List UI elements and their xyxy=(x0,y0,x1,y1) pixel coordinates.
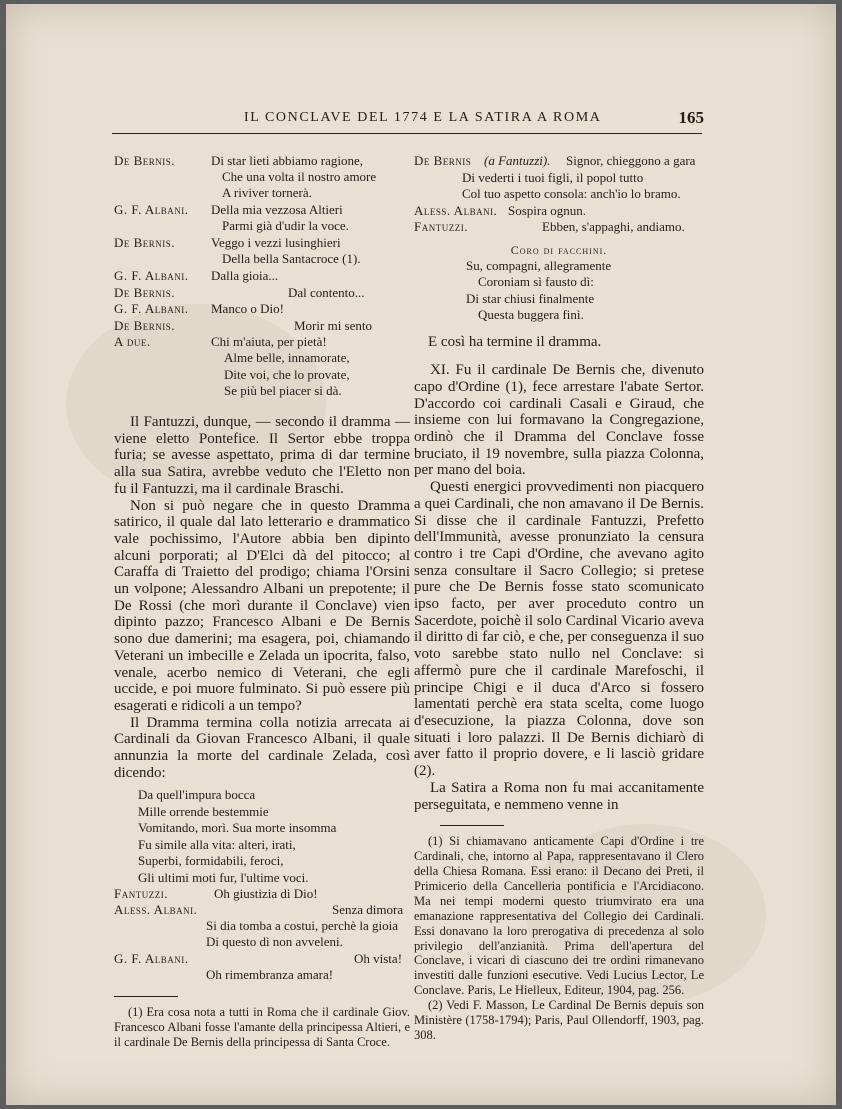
footnote: (2) Vedi F. Masson, Le Cardinal De Bernis depuis son Ministère (1758-1794); Paris, Paul Ollendorff, 1903, pag. 308. xyxy=(414,998,704,1042)
verse-line: Veggo i vezzi lusinghieri xyxy=(211,235,341,250)
dialogue-block xyxy=(114,301,410,318)
paragraph: Il Dramma termina colla notizia arrecata ai Cardinali da Giovan Francesco Albani, il quale annunzia la morte del cardinale Zelada, così dicendo: xyxy=(114,714,410,781)
dialogue-block xyxy=(114,951,410,984)
verse-line: Manco o Dio! xyxy=(211,301,284,316)
dialogue-block xyxy=(114,285,410,302)
speaker: De Bernis. xyxy=(114,235,176,250)
speaker: Fantuzzi. xyxy=(114,885,168,901)
verse-line: Questa buggera finì. xyxy=(478,307,584,323)
speaker: De Bernis. xyxy=(114,153,176,168)
verse-line: Oh rimembranza amara! xyxy=(206,967,334,983)
verse-line: Signor, chieggono a gara xyxy=(566,153,696,168)
verse-line: Fu simile alla vita: alteri, irati, xyxy=(138,836,296,852)
footnotes xyxy=(114,1005,410,1050)
verse-line: Si dia tomba a costui, perchè la gioia xyxy=(206,918,399,934)
speaker: Aless. Albani. xyxy=(414,202,498,218)
verse-line: Ebben, s'appaghi, andiamo. xyxy=(542,219,685,234)
speaker: A due. xyxy=(114,334,151,349)
verse-line: Di vederti i tuoi figli, il popol tutto xyxy=(462,169,644,185)
speaker: G. F. Albani. xyxy=(114,301,189,316)
book-page xyxy=(6,4,836,1105)
verse-line: Da quell'impura bocca xyxy=(138,787,256,803)
speaker: De Bernis. xyxy=(114,317,176,333)
body-text xyxy=(114,414,410,781)
verse-line: Della mia vezzosa Altieri xyxy=(211,202,343,217)
verse-line: Dite voi, che lo provate, xyxy=(224,367,350,382)
verse-line: Superbi, formidabili, feroci, xyxy=(138,853,284,869)
dialogue-block xyxy=(114,902,410,951)
verse-line: Mille orrende bestemmie xyxy=(138,803,269,819)
page-number: 165 xyxy=(678,108,704,127)
speaker: De Bernis xyxy=(414,153,472,168)
verse-line: Vomitando, morì. Sua morte insomma xyxy=(138,820,337,836)
verse-line: Alme belle, innamorate, xyxy=(224,350,350,365)
verse-line: Su, compagni, allegramente xyxy=(466,257,612,273)
quoted-verse xyxy=(138,787,410,885)
chorus-verse xyxy=(466,258,704,324)
verse-line: Chi m'aiuta, per pietà! xyxy=(211,334,327,349)
footnote: (1) Si chiamavano anticamente Capi d'Ordine i tre Cardinali, che, intorno al Papa, rappresentavano il Clero della Chiesa Romana. Essi erano: il Decano dei Preti, il Primicerio della Cancelleria pontificia e l'Arcidiacono. Ma nei tempi moderni questo triumvirato era una emanazione rappresentativa del Collegio dei Cardinali. Essi donavano la loro prerogativa di precedenza al solo privilegio dell'anzianità. Prima dell'apertura del Conclave, i vicari di ciascuno dei tre ordini rimanevano investiti dalle funzioni esecutive. Vedi Lucius Lector, Le Conclave. Paris, Le Hielleux, Editeur, 1904, pag. 256. xyxy=(414,834,704,998)
verse-line: Dal contento... xyxy=(288,284,365,300)
speaker: G. F. Albani. xyxy=(114,202,189,217)
verse-line: A riviver tornerà. xyxy=(222,185,312,200)
drama-excerpt-2 xyxy=(114,886,410,985)
paragraph: Il Fantuzzi, dunque, — secondo il dramma — viene eletto Pontefice. Il Sertor ebbe troppa furia; se avesse aspettato, prima di dar termine alla sua Satira, avrebbe veduto che l'Eletto non fu il Fantuzzi, ma il cardinale Braschi. xyxy=(114,414,410,497)
dialogue-block xyxy=(114,318,410,335)
verse-line: Col tuo aspetto consola: anch'io lo bramo. xyxy=(462,186,681,201)
dialogue-block xyxy=(414,219,704,236)
running-head: IL CONCLAVE DEL 1774 E LA SATIRA A ROMA xyxy=(244,110,602,125)
dialogue-block xyxy=(114,235,410,268)
verse-line: Oh giustizia di Dio! xyxy=(214,885,318,901)
dialogue-block xyxy=(414,153,704,170)
verse-line: Dalla gioia... xyxy=(211,268,279,283)
verse-line: Della bella Santacroce (1). xyxy=(222,251,361,266)
dialogue-block xyxy=(114,334,410,400)
footnote: (1) Era cosa nota a tutti in Roma che il cardinale Giov. Francesco Albani fosse l'amante della principessa Altieri, e il cardinale De Bernis della principessa di Santa Croce. xyxy=(114,1005,410,1050)
verse-line: Che una volta il nostro amore xyxy=(222,169,377,184)
chorus-title: Coro di facchini. xyxy=(510,242,608,257)
dialogue-block xyxy=(414,186,704,203)
paragraph: XI. Fu il cardinale De Bernis che, divenuto capo d'Ordine (1), fece arrestare l'abate Sertor. D'accordo coi cardinali Casali e Giraud, che insieme con lui formavano la Congregazione, ordinò che il Dramma del Conclave fosse bruciato, il 19 novembre, sulla piazza Colonna, per mano del boia. xyxy=(414,362,704,479)
stage-direction: (a Fantuzzi). xyxy=(484,153,551,168)
footnotes xyxy=(414,834,704,1043)
closing-line: E così ha termine il dramma. xyxy=(428,333,602,350)
drama-excerpt xyxy=(114,153,410,400)
footnote-rule xyxy=(114,996,178,997)
speaker: De Bernis. xyxy=(114,284,176,300)
speaker: Fantuzzi. xyxy=(414,219,468,234)
page-header xyxy=(114,108,704,132)
verse-line: Morir mi sento xyxy=(294,317,372,333)
dialogue-block xyxy=(414,170,704,187)
verse-line: Di star lieti abbiamo ragione, xyxy=(211,153,363,168)
speaker: G. F. Albani. xyxy=(114,951,189,967)
dialogue-block xyxy=(114,886,410,903)
drama-excerpt-3 xyxy=(414,153,704,236)
verse-line: Se più bel piacer si dà. xyxy=(224,383,342,398)
verse-line: Senza dimora xyxy=(332,902,404,918)
header-rule xyxy=(112,133,702,134)
paragraph: Questi energici provvedimenti non piacquero a quei Cardinali, che non amavano il De Bernis. Si disse che il cardinale Fantuzzi, Prefetto dell'Immunità, avesse pronunziato la censura contro i tre Capi d'Ordine, che avevano agito senza consultare il Sacro Collegio; si pretese pure che De Bernis fosse stato scomunicato ipso facto, per aver proceduto contro un Sacerdote, poichè il solo Cardinal Vicario aveva il diritto di far ciò, e che, per conseguenza il suo voto sarebbe stato nullo nel Conclave: si affermò pure che il cardinale Marefoschi, il principe Chigi e il duca d'Arco si fossero lamentati perchè era stata scelta, come luogo d'esecuzione, la piazza Colonna, dove son situati i loro palazzi. Il De Bernis dichiarò di aver fatto il proprio dovere, e li lasciò gridare (2). xyxy=(414,479,704,780)
dialogue-block xyxy=(114,202,410,235)
left-column xyxy=(114,153,410,1050)
paragraph: Non si può negare che in questo Dramma satirico, il quale dal lato letterario e drammatico vale pochissimo, l'Autore abbia ben dipinto alcuni porporati; al D'Elci dà del pitocco; al Caraffa di Traietto del prodigo; chiama l'Orsini un volpone; Alessandro Albani un prepotente; il De Rossi (che morì durante il Conclave) vien dipinto pazzo; Francesco Albani e De Bernis sono due damerini; ma esagera, poi, chiamando Veterani un imbecille e Zelada un ipocrita, falso, venale, acerbo nemico di Veterani, che egli uccide, e poi muore fulminato. Si può essere più esagerati e ridicoli a un tempo? xyxy=(114,497,410,714)
dialogue-block xyxy=(114,268,410,285)
verse-line: Gli ultimi moti fur, l'ultime voci. xyxy=(138,869,309,885)
verse-line: Coroniam sì fausto dì: xyxy=(478,274,594,290)
right-column xyxy=(414,153,704,1043)
footnote-rule xyxy=(440,825,504,826)
body-text xyxy=(414,362,704,813)
dialogue-block xyxy=(414,203,704,220)
verse-line: Sospira ognun. xyxy=(508,202,586,218)
verse-line: Di questo dì non avveleni. xyxy=(206,934,343,950)
dialogue-block xyxy=(114,153,410,202)
paragraph: La Satira a Roma non fu mai accanitamente perseguitata, e nemmeno venne in xyxy=(414,779,704,813)
verse-line: Oh vista! xyxy=(354,951,403,967)
speaker: G. F. Albani. xyxy=(114,268,189,283)
speaker: Aless. Albani. xyxy=(114,902,198,918)
verse-line: Parmi già d'udir la voce. xyxy=(222,218,349,233)
verse-line: Di star chiusi finalmente xyxy=(466,290,595,306)
